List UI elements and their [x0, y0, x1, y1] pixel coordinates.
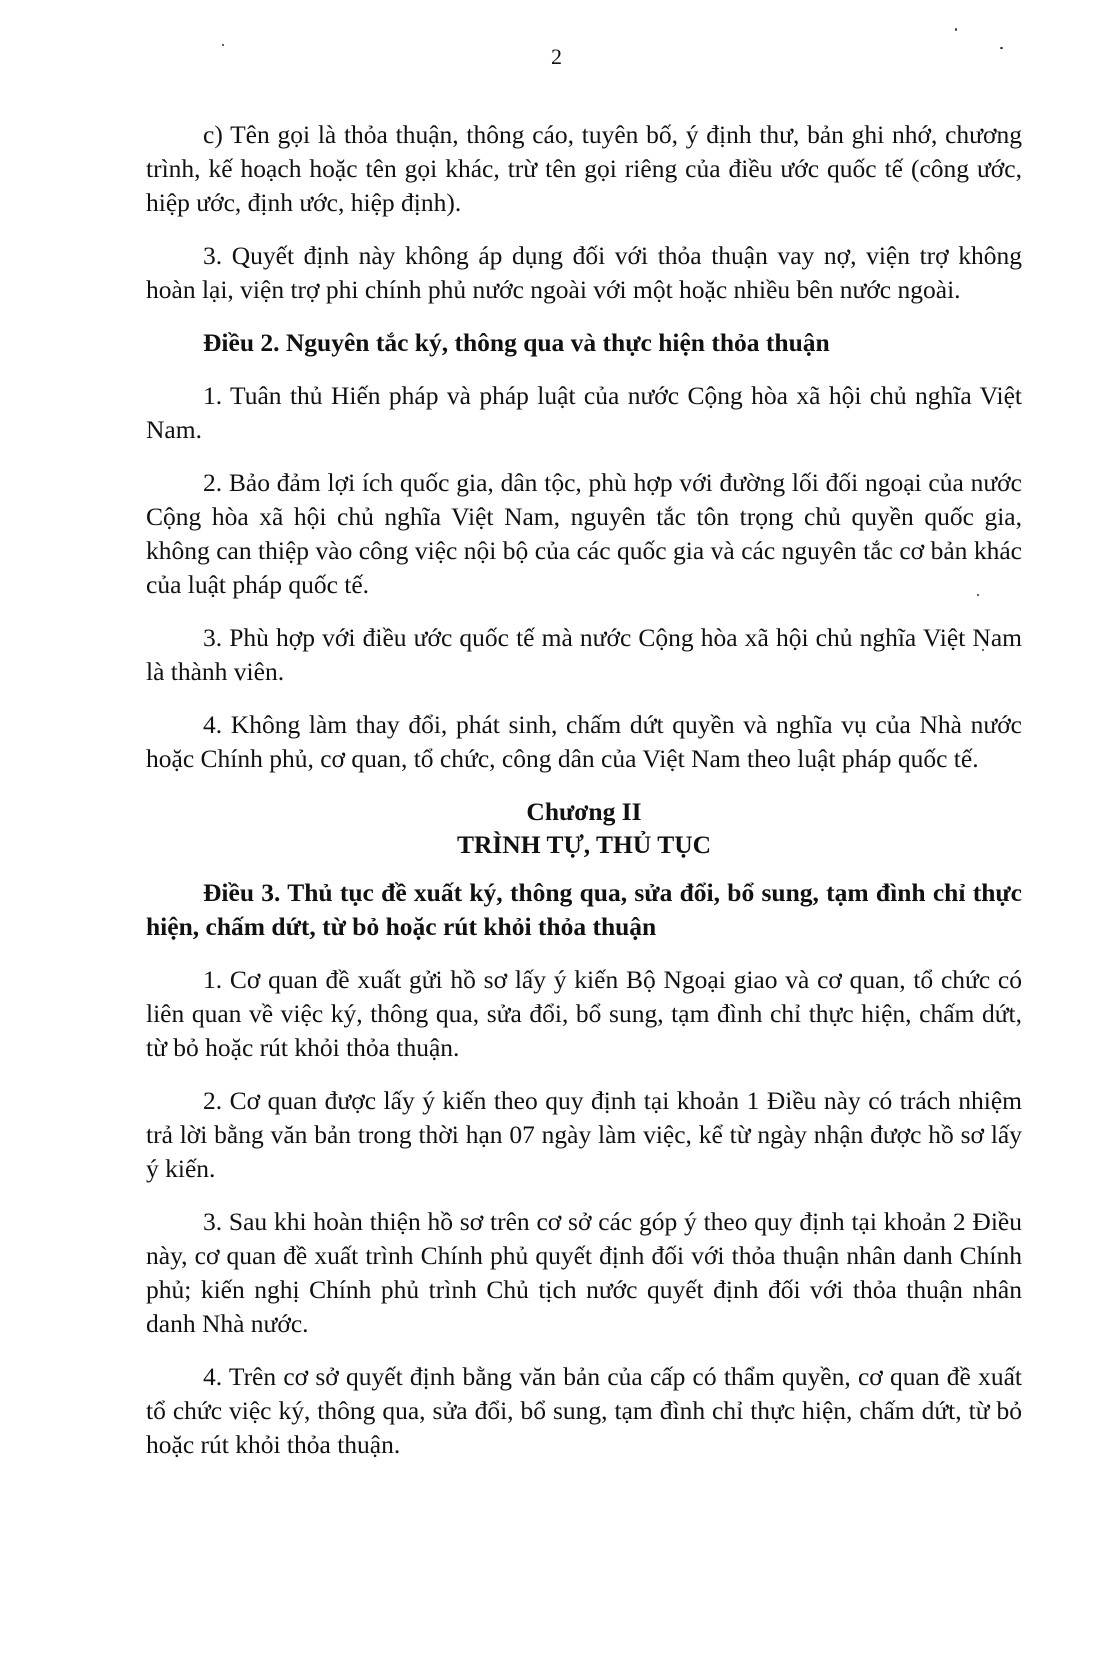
chapter-number: Chương II	[526, 797, 642, 826]
page-number: 2	[551, 44, 562, 69]
chapter-heading	[146, 795, 1022, 861]
article-3-item-1: 1. Cơ quan đề xuất gửi hồ sơ lấy ý kiến Bộ Ngoại giao và cơ quan, tổ chức có liên quan về việc ký, thông qua, sửa đổi, bổ sung, tạm đình chỉ thực hiện, chấm dứt, từ bỏ hoặc rút khỏi thỏa thuận.	[146, 965, 1022, 1062]
article-3-item-4: 4. Trên cơ sở quyết định bằng văn bản của cấp có thẩm quyền, cơ quan đề xuất tổ chức việc ký, thông qua, sửa đổi, bổ sung, tạm đình chỉ thực hiện, chấm dứt, từ bỏ hoặc rút khỏi thỏa thuận.	[146, 1362, 1022, 1459]
article-3-item-3: 3. Sau khi hoàn thiện hồ sơ trên cơ sở các góp ý theo quy định tại khoản 2 Điều này, cơ quan đề xuất trình Chính phủ quyết định đối với thỏa thuận nhân danh Chính phủ; kiến nghị Chính phủ trình Chủ tịch nước quyết định đối với thỏa thuận nhân danh Nhà nước.	[146, 1207, 1022, 1338]
article-2-item-2: 2. Bảo đảm lợi ích quốc gia, dân tộc, phù hợp với đường lối đối ngoại của nước Cộng hòa xã hội chủ nghĩa Việt Nam, nguyên tắc tôn trọng chủ quyền quốc gia, không can thiệp vào công việc nội bộ của các quốc gia và các nguyên tắc cơ bản khác của luật pháp quốc tế.	[146, 468, 1022, 599]
clause-3: 3. Quyết định này không áp dụng đối với thỏa thuận vay nợ, viện trợ không hoàn lại, viện trợ phi chính phủ nước ngoài với một hoặc nhiều bên nước ngoài.	[146, 241, 1022, 304]
chapter-title: TRÌNH TỰ, THỦ TỤC	[456, 830, 712, 859]
article-2-item-1: 1. Tuân thủ Hiến pháp và pháp luật của nước Cộng hòa xã hội chủ nghĩa Việt Nam.	[146, 381, 1022, 444]
article-3-item-2: 2. Cơ quan được lấy ý kiến theo quy định tại khoản 1 Điều này có trách nhiệm trả lời bằng văn bản trong thời hạn 07 ngày làm việc, kể từ ngày nhận được hồ sơ lấy ý kiến.	[146, 1086, 1022, 1183]
article-2-item-4: 4. Không làm thay đổi, phát sinh, chấm dứt quyền và nghĩa vụ của Nhà nước hoặc Chính phủ, cơ quan, tổ chức, công dân của Việt Nam theo luật pháp quốc tế.	[146, 710, 1022, 773]
clause-c: c) Tên gọi là thỏa thuận, thông cáo, tuyên bố, ý định thư, bản ghi nhớ, chương trình, kế hoạch hoặc tên gọi khác, trừ tên gọi riêng của điều ước quốc tế (công ước, hiệp ước, định ước, hiệp định).	[146, 120, 1022, 217]
scan-speck	[955, 28, 957, 31]
document-body	[146, 118, 1022, 1481]
article-2-item-3: 3. Phù hợp với điều ước quốc tế mà nước Cộng hòa xã hội chủ nghĩa Việt Nam là thành viên.	[146, 623, 1022, 686]
article-2-title: Điều 2. Nguyên tắc ký, thông qua và thực hiện thỏa thuận	[203, 328, 830, 357]
article-3-title: Điều 3. Thủ tục đề xuất ký, thông qua, sửa đổi, bổ sung, tạm đình chỉ thực hiện, chấm dứt, từ bỏ hoặc rút khỏi thỏa thuận	[146, 878, 1022, 941]
